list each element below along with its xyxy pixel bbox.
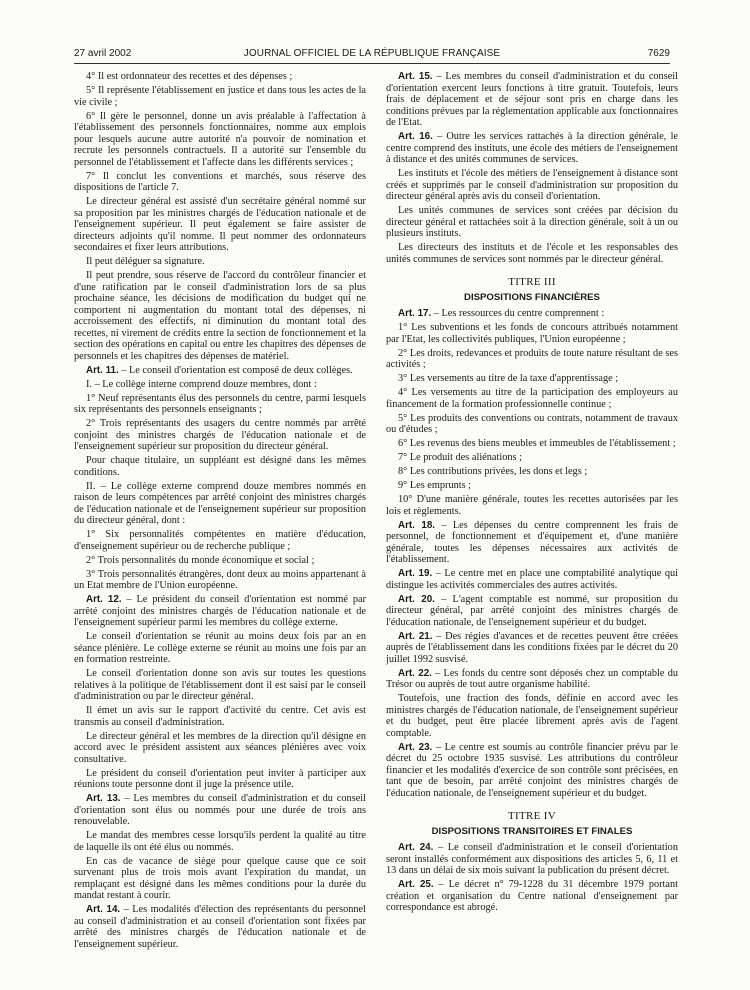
paragraph-text: II. – Le collège externe comprend douze membres nommés en raison de leurs compétences par arrêté conjoint des ministres chargés de l'éducation nationale et de l'enseignement supérieur sur proposition du directeur général, dont : — [74, 480, 366, 526]
header-rule — [74, 63, 670, 64]
left-column — [74, 71, 366, 976]
article-number: Art. 11. — [86, 364, 119, 376]
paragraph — [386, 242, 678, 265]
paragraph-text: – Le conseil d'orientation est composé de deux collèges. — [118, 364, 353, 376]
header-date: 27 avril 2002 — [74, 48, 132, 59]
paragraph-text: Le directeur général et les membres de la direction qu'il désigne en accord avec le président assistent aux séances plénières avec voix consultative. — [74, 730, 366, 765]
paragraph — [386, 413, 678, 436]
paragraph — [386, 348, 678, 371]
paragraph-text: Il émet un avis sur le rapport d'activité du centre. Cet avis est transmis au conseil d'administration. — [74, 705, 366, 728]
paragraph — [74, 455, 366, 478]
paragraph-text: Le président du conseil d'orientation peut inviter à participer aux réunions toute personne dont il juge la présence utile. — [74, 767, 366, 790]
paragraph — [386, 168, 678, 203]
paragraph — [74, 85, 366, 108]
article-number: Art. 21. — [398, 630, 433, 642]
paragraph — [386, 322, 678, 345]
paragraph-text: 10° D'une manière générale, toutes les recettes autorisées par les lois et règlements. — [386, 494, 678, 517]
paragraph — [386, 373, 678, 385]
paragraph — [74, 668, 366, 703]
article-paragraph — [386, 842, 678, 877]
article-number: Art. 25. — [398, 879, 434, 890]
paragraph-text: 3° Trois personnalités étrangères, dont deux au moins appartenant à un Etat membre de l'Union européenne. — [74, 568, 366, 591]
article-paragraph — [74, 904, 366, 950]
paragraph-text: 2° Trois personnalités du monde économique et social ; — [86, 554, 315, 566]
article-number: Art. 17. — [398, 308, 432, 319]
article-number: Art. 12. — [86, 594, 122, 605]
paragraph-text: 1° Six personnalités compétentes en matière d'éducation, d'enseignement supérieur ou de recherche publique ; — [74, 529, 366, 552]
right-column — [386, 71, 678, 976]
paragraph-text: Le directeur général est assisté d'un secrétaire général nommé sur sa proposition par les ministres chargés de l'éducation nationale et de l'enseignement supérieur. Il peut également se faire assister de directeurs adjoints qu'il nomme. Il peut nommer des ordonnateurs secondaires et fixer leurs attributions. — [74, 196, 366, 253]
article-paragraph — [386, 71, 678, 129]
article-paragraph — [386, 308, 678, 320]
paragraph-text: 7° Le produit des aliénations ; — [398, 452, 522, 463]
paragraph-text: – Le décret n° 79-1228 du 31 décembre 1979 portant création et organisation du Centre national d'enseignement par correspondance est abrogé. — [386, 879, 678, 913]
paragraph — [74, 731, 366, 766]
paragraph-text: – Des régies d'avances et de recettes peuvent être créées auprès de l'établissement dans les conditions fixées par le décret du 20 juillet 1992 susvisé. — [386, 630, 678, 665]
paragraph-text: Le conseil d'orientation se réunit au moins deux fois par an en séance plénière. Le collège externe se réunit au moins une fois par an en formation restreinte. — [74, 631, 366, 665]
paragraph — [74, 768, 366, 791]
paragraph — [386, 480, 678, 492]
paragraph — [74, 71, 366, 83]
paragraph — [386, 387, 678, 410]
article-paragraph — [74, 793, 366, 828]
paragraph-text: – L'agent comptable est nommé, sur proposition du directeur général, par arrêté conjoint des ministres chargés de l'éducation nationale, de l'enseignement supérieur et du budget. — [386, 593, 678, 628]
paragraph-text: – Les membres du conseil d'administration et du conseil d'orientation sont élus ou nommés pour une durée de trois ans renouvelable. — [74, 793, 366, 827]
journal-title: JOURNAL OFFICIEL DE LA RÉPUBLIQUE FRANÇAISE — [243, 48, 501, 59]
article-paragraph — [386, 594, 678, 629]
paragraph — [74, 111, 366, 169]
article-number: Art. 16. — [398, 131, 433, 142]
article-paragraph — [386, 742, 678, 800]
article-number: Art. 19. — [398, 568, 433, 579]
paragraph — [74, 171, 366, 194]
paragraph — [74, 705, 366, 728]
article-paragraph — [74, 365, 366, 377]
paragraph-text: 1° Les subventions et les fonds de concours attribués notamment par l'Etat, les collectivités publiques, l'Union européenne ; — [386, 322, 678, 345]
paragraph — [74, 379, 366, 391]
paragraph — [74, 631, 366, 666]
paragraph — [386, 452, 678, 464]
paragraph-text: 6° Il gère le personnel, donne un avis préalable à l'affectation à l'établissement des personnels fonctionnaires, nomme aux emplois pour lesquels aucune autre autorité n'a pouvoir de nomination et recrute les personnels contractuels. Il a autorité sur l'ensemble du personnel de l'établissement et l'affecte dans les différents services ; — [74, 110, 366, 168]
article-number: Art. 20. — [398, 593, 435, 605]
paragraph-text: 2° Les droits, redevances et produits de toute nature résultant de ses activités ; — [386, 347, 678, 370]
paragraph — [74, 555, 366, 567]
paragraph-text: – Les membres du conseil d'administration et du conseil d'orientation exercent leurs fonctions à titre gratuit. Toutefois, leurs frais de déplacement et de séjour sont pris en charge dans les conditions prévues par la réglementation applicable aux fonctionnaires de l'Etat. — [386, 71, 678, 128]
paragraph — [74, 393, 366, 416]
page-header — [74, 48, 670, 62]
paragraph — [74, 569, 366, 592]
paragraph-text: – Les fonds du centre sont déposés chez un comptable du Trésor ou auprès de tout autre organisme habilité. — [386, 667, 678, 690]
article-paragraph — [74, 594, 366, 629]
article-paragraph — [386, 520, 678, 566]
page-number: 7629 — [647, 48, 670, 59]
paragraph-text: 4° Il est ordonnateur des recettes et des dépenses ; — [86, 71, 293, 82]
paragraph-text: Il peut prendre, sous réserve de l'accord du contrôleur financier et d'une ratification par le conseil d'administration lors de sa plus prochaine séance, les décisions de modification du budget qui ne comportent ni augmentation du montant total des dépenses, ni accroissement des effectifs, ni diminution du montant total des recettes, ni virement de crédits entre la section de fonctionnement et la section des opérations en capital ou entre les chapitres des dépenses de personnels et les chapitres des dépenses de matériel. — [74, 270, 366, 362]
paragraph-text: Les directeurs des instituts et de l'école et les responsables des unités communes de services sont nommés par le directeur général. — [386, 242, 678, 265]
paragraph-text: – Les ressources du centre comprennent : — [431, 308, 605, 319]
paragraph-text: 8° Les contributions privées, les dons et legs ; — [398, 466, 588, 477]
section-subtitle: DISPOSITIONS TRANSITOIRES ET FINALES — [431, 825, 633, 837]
paragraph-text: Il peut déléguer sa signature. — [86, 256, 205, 267]
paragraph — [74, 529, 366, 552]
article-paragraph — [386, 879, 678, 914]
paragraph — [386, 438, 678, 450]
paragraph-text: Toutefois, une fraction des fonds, définie en accord avec les ministres chargés de l'éducation nationale, de l'enseignement supérieur et du budget, peut être placée librement après avis de l'agent comptable. — [386, 693, 678, 739]
paragraph-text: 1° Neuf représentants élus des personnels du centre, parmi lesquels six représentants des personnels enseignants ; — [74, 392, 366, 415]
paragraph — [74, 196, 366, 254]
section-subtitle: DISPOSITIONS FINANCIÈRES — [464, 291, 600, 303]
article-number: Art. 14. — [86, 904, 121, 915]
paragraph-text: En cas de vacance de siège pour quelque cause que ce soit survenant plus de trois mois avant l'expiration du mandat, un remplaçant est désigné dans les mêmes conditions pour la durée du mandat restant à courir. — [74, 855, 366, 901]
article-paragraph — [386, 631, 678, 666]
paragraph — [74, 256, 366, 268]
paragraph — [74, 856, 366, 902]
article-number: Art. 24. — [398, 842, 434, 853]
paragraph-text: – Les modalités d'élection des représentants du personnel au conseil d'administration et au conseil d'orientation sont fixées par arrêté des ministres chargés de l'éducation nationale et de l'enseignement supérieur. — [74, 904, 366, 950]
paragraph-text: – Les dépenses du centre comprennent les frais de personnel, de fonctionnement et d'équipement et, d'une manière générale, toutes les dépenses nécessaires aux activités de l'établissement. — [386, 519, 678, 565]
article-paragraph — [386, 668, 678, 691]
paragraph-text: 5° Les produits des conventions ou contrats, notamment de travaux ou d'études ; — [386, 412, 678, 435]
paragraph — [74, 830, 366, 853]
article-number: Art. 15. — [398, 71, 433, 82]
article-number: Art. 23. — [398, 741, 433, 753]
paragraph-text: 2° Trois représentants des usagers du centre nommés par arrêté conjoint des ministres chargés de l'éducation nationale et de l'enseignement supérieur sur proposition du directeur général. — [74, 418, 366, 452]
paragraph-text: – Le conseil d'administration et le conseil d'orientation seront installés conformément aux dispositions des articles 5, 6, 11 et 13 dans un délai de six mois suivant la publication du présent décret. — [386, 842, 678, 876]
section-title: TITRE III — [508, 276, 556, 288]
paragraph-text: I. – Le collège interne comprend douze membres, dont : — [86, 378, 317, 390]
paragraph-text: 5° Il représente l'établissement en justice et dans tous les actes de la vie civile ; — [74, 85, 366, 108]
section-title: TITRE IV — [508, 810, 556, 822]
paragraph-text: – Le centre est soumis au contrôle financier prévu par le décret du 25 octobre 1935 susvisé. Les attributions du contrôleur financier et les modalités d'exercice de son contrôle sont précisées, en tant que de besoin, par arrêté conjoint des ministres chargés de l'éducation nationale, de l'enseignement supérieur et du budget. — [386, 741, 678, 799]
paragraph-text: Les unités communes de services sont créées par décision du directeur général et rattachées soit à la direction générale, soit à un ou plusieurs instituts. — [386, 205, 678, 239]
paragraph-text: 9° Les emprunts ; — [398, 480, 472, 491]
paragraph-text: 4° Les versements au titre de la participation des employeurs au financement de la formation professionnelle continue ; — [386, 387, 678, 410]
paragraph — [386, 693, 678, 739]
paragraph — [74, 481, 366, 527]
article-number: Art. 18. — [398, 519, 435, 531]
paragraph-text: 6° Les revenus des biens meubles et immeubles de l'établissement ; — [398, 438, 676, 449]
article-paragraph — [386, 131, 678, 166]
paragraph-text: – Outre les services rattachés à la direction générale, le centre comprend des instituts, une école des métiers de l'enseignement à distance et des unités communes de services. — [386, 131, 678, 165]
paragraph-text: Le conseil d'orientation donne son avis sur toutes les questions relatives à la politique de l'établissement dont il est saisi par le conseil d'administration ou par le directeur général. — [74, 668, 366, 702]
paragraph-text: Le mandat des membres cesse lorsqu'ils perdent la qualité au titre de laquelle ils ont été élus ou nommés. — [74, 830, 366, 853]
paragraph — [74, 418, 366, 453]
paragraph-text: Les instituts et l'école des métiers de l'enseignement à distance sont créés et supprimés par le conseil d'administration sur proposition du directeur général après avis du conseil d'orientation. — [386, 168, 678, 202]
paragraph-text: 7° Il conclut les conventions et marchés, sous réserve des dispositions de l'article 7. — [74, 170, 366, 193]
article-paragraph — [386, 568, 678, 591]
paragraph — [74, 270, 366, 362]
paragraph-text: Pour chaque titulaire, un suppléant est désigné dans les mêmes conditions. — [74, 455, 366, 478]
article-number: Art. 13. — [86, 793, 121, 804]
paragraph — [386, 466, 678, 478]
paragraph-text: – Le centre met en place une comptabilité analytique qui distingue les activités commerciales des autres activités. — [386, 568, 678, 591]
article-number: Art. 22. — [398, 667, 432, 679]
paragraph-text: – Le président du conseil d'orientation est nommé par arrêté conjoint des ministres chargés de l'éducation nationale et de l'enseignement supérieur parmi les membres du collège externe. — [74, 594, 366, 628]
paragraph — [386, 205, 678, 240]
paragraph — [386, 494, 678, 517]
paragraph-text: 3° Les versements au titre de la taxe d'apprentissage ; — [398, 373, 619, 384]
